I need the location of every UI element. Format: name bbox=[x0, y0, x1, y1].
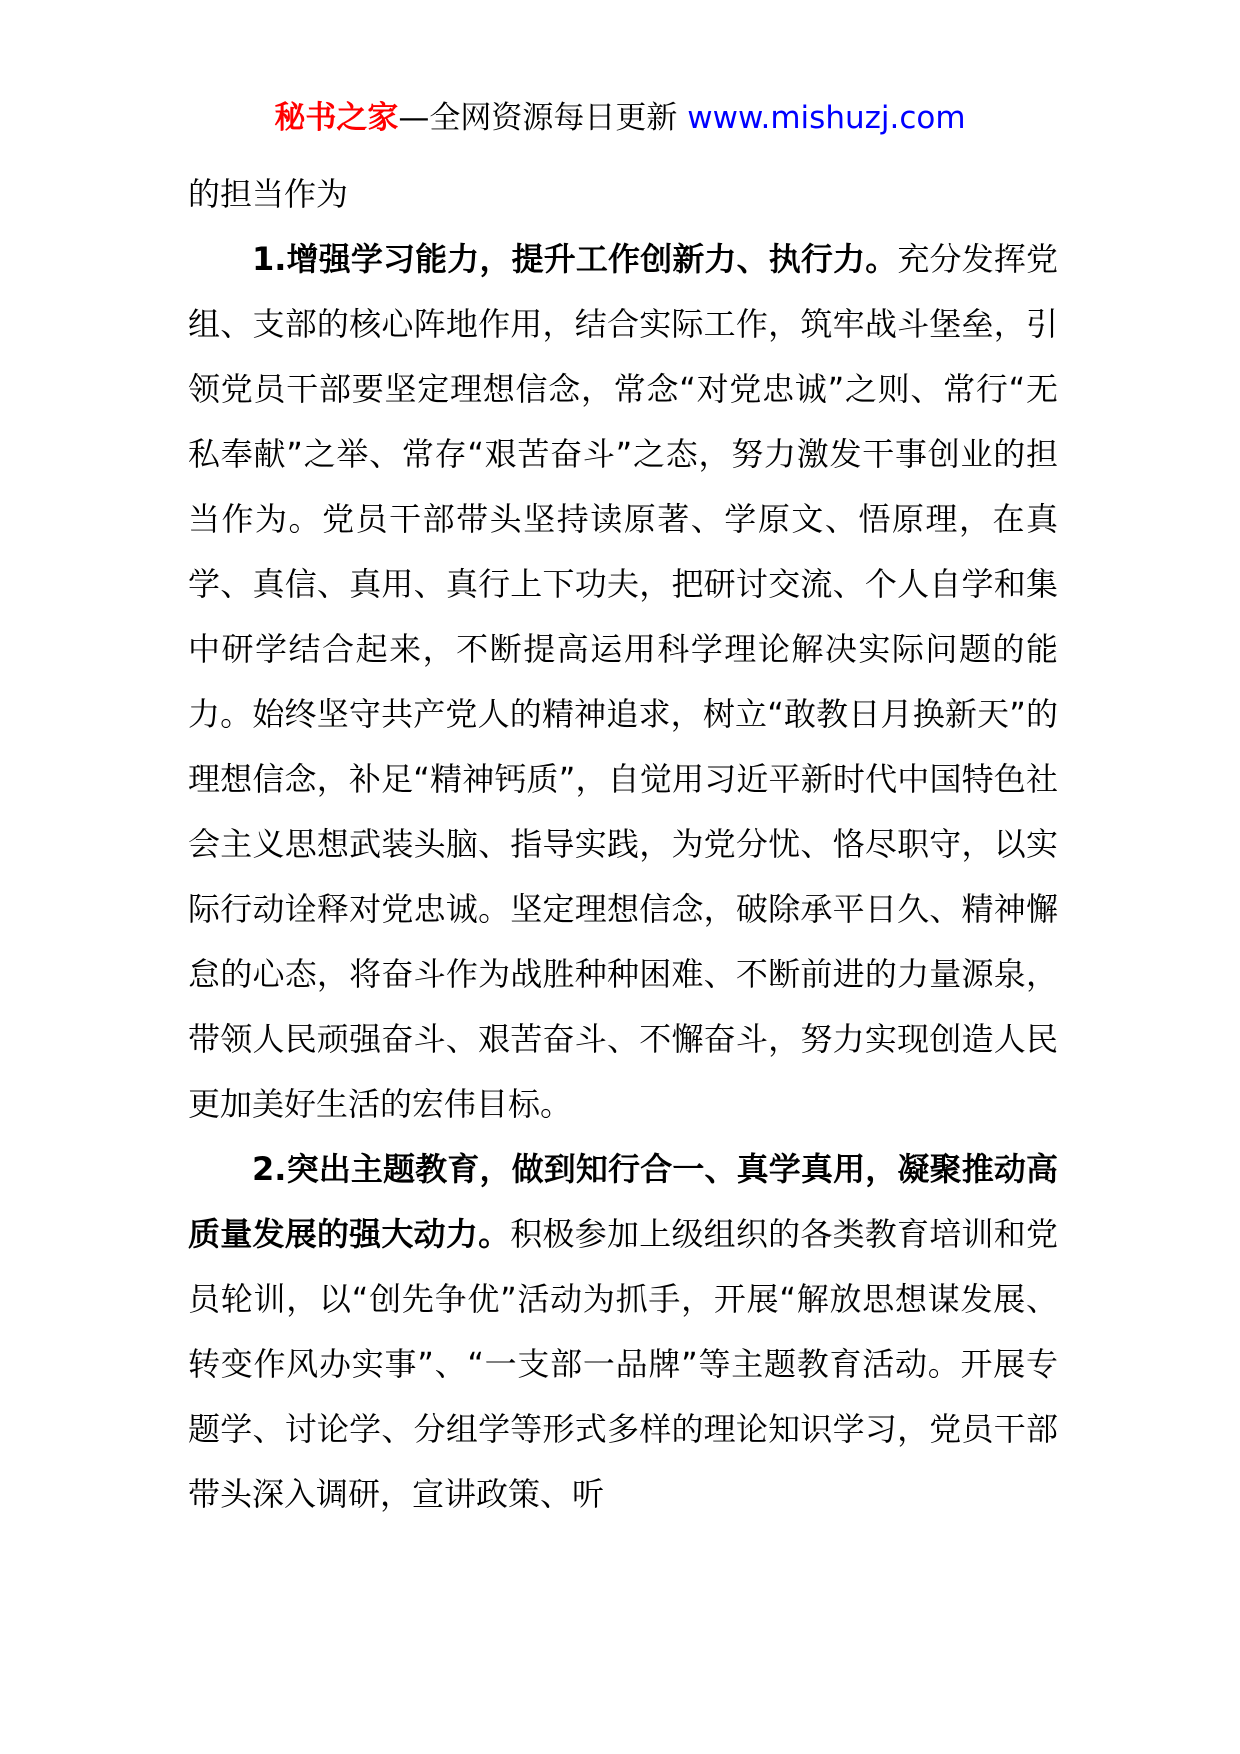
paragraph-section-2 bbox=[188, 1137, 1058, 1527]
section-2-heading: 2.突出主题教育，做到知行合一、真学真用，凝聚推动高质量发展的强大动力。 bbox=[188, 1150, 1058, 1253]
section-2-text: 积极参加上级组织的各类教育培训和党员轮训，以“创先争优”活动为抓手，开展“解放思想谋发展、转变作风办实事”、“一支部一品牌”等主题教育活动。开展专题学、讨论学、分组学等形式多样的理论知识学习，党员干部带头深入调研，宣讲政策、听 bbox=[188, 1215, 1058, 1513]
paragraph-continuation bbox=[188, 162, 1058, 227]
site-tagline: —全网资源每日更新 bbox=[398, 100, 688, 136]
page-header bbox=[0, 98, 1240, 138]
section-1-text: 充分发挥党组、支部的核心阵地作用，结合实际工作，筑牢战斗堡垒，引领党员干部要坚定理想信念，常念“对党忠诚”之则、常行“无私奉献”之举、常存“艰苦奋斗”之态，努力激发干事创业的担当作为。党员干部带头坚持读原著、学原文、悟原理，在真学、真信、真用、真行上下功夫，把研讨交流、个人自学和集中研学结合起来，不断提高运用科学理论解决实际问题的能力。始终坚守共产党人的精神追求，树立“敢教日月换新天”的理想信念，补足“精神钙质”，自觉用习近平新时代中国特色社会主义思想武装头脑、指导实践，为党分忧、恪尽职守，以实际行动诠释对党忠诚。坚定理想信念，破除承平日久、精神懈怠的心态，将奋斗作为战胜种种困难、不断前进的力量源泉，带领人民顽强奋斗、艰苦奋斗、不懈奋斗，努力实现创造人民更加美好生活的宏伟目标。 bbox=[188, 240, 1058, 1123]
section-1-heading: 1.增强学习能力，提升工作创新力、执行力。 bbox=[252, 240, 898, 278]
document-body bbox=[188, 162, 1058, 1527]
paragraph-text: 的担当作为 bbox=[188, 175, 349, 213]
paragraph-section-1 bbox=[188, 227, 1058, 1137]
site-brand: 秘书之家 bbox=[274, 100, 399, 136]
site-url-link[interactable]: www.mishuzj.com bbox=[687, 100, 966, 136]
